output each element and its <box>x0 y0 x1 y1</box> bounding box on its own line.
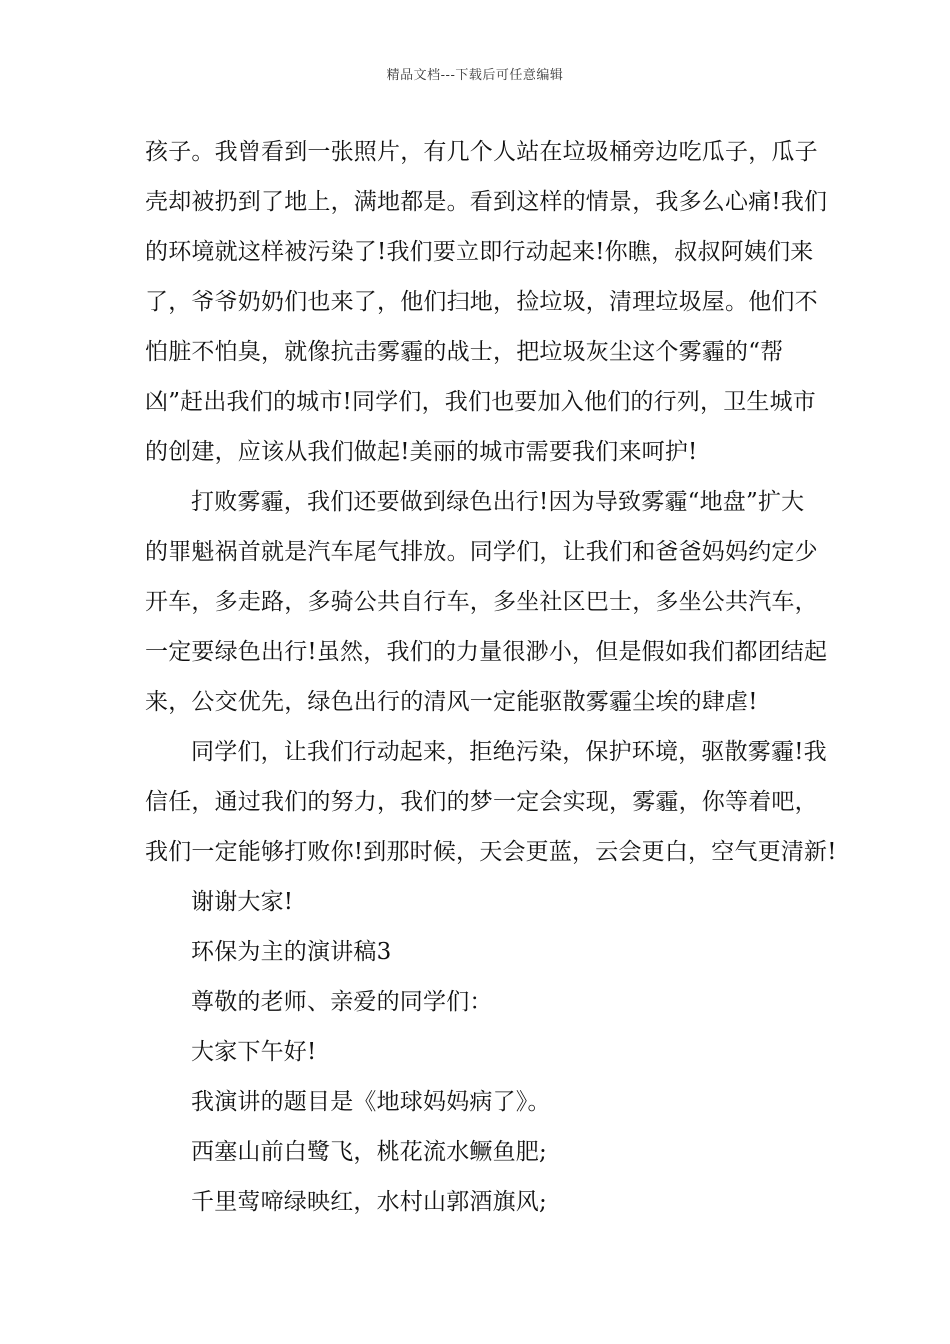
text-line: 的环境就这样被污染了!我们要立即行动起来!你瞧，叔叔阿姨们来 <box>145 239 814 265</box>
text-line: 尊敬的老师、亲爱的同学们： <box>191 989 493 1015</box>
text-line: 的创建，应该从我们做起!美丽的城市需要我们来呵护! <box>145 439 698 465</box>
text-line: 千里莺啼绿映红，水村山郭酒旗风; <box>191 1189 547 1215</box>
text-line: 的罪魁祸首就是汽车尾气排放。同学们，让我们和爸爸妈妈约定少 <box>145 539 818 565</box>
text-line: 凶”赶出我们的城市!同学们，我们也要加入他们的行列，卫生城市 <box>145 389 817 415</box>
text-line: 西塞山前白鹭飞，桃花流水鳜鱼肥; <box>191 1139 547 1165</box>
text-line: 怕脏不怕臭，就像抗击雾霾的战士，把垃圾灰尘这个雾霾的“帮 <box>145 339 784 365</box>
text-line: 开车，多走路，多骑公共自行车，多坐社区巴士，多坐公共汽车， <box>145 589 818 615</box>
text-line: 一定要绿色出行!虽然，我们的力量很渺小，但是假如我们都团结起 <box>145 639 828 665</box>
text-line: 我演讲的题目是《地球妈妈病了》。 <box>191 1089 551 1115</box>
text-line: 打败雾霾，我们还要做到绿色出行!因为导致雾霾“地盘”扩大 <box>191 489 805 515</box>
text-line: 谢谢大家! <box>191 889 294 915</box>
text-line: 壳却被扔到了地上，满地都是。看到这样的情景，我多么心痛!我们 <box>145 189 828 215</box>
text-line: 我们一定能够打败你!到那时候，天会更蓝，云会更白，空气更清新! <box>145 839 837 865</box>
text-line: 大家下午好! <box>191 1039 317 1065</box>
text-line: 来，公交优先，绿色出行的清风一定能驱散雾霾尘埃的肆虐! <box>145 689 758 715</box>
page-header: 精品文档---下载后可任意编辑 <box>386 68 564 83</box>
section-title: 环保为主的演讲稿3 <box>191 939 392 965</box>
text-line: 信任，通过我们的努力，我们的梦一定会实现，雾霾，你等着吧， <box>145 789 818 815</box>
text-line: 孩子。我曾看到一张照片，有几个人站在垃圾桶旁边吃瓜子，瓜子 <box>145 139 818 165</box>
text-line: 了，爷爷奶奶们也来了，他们扫地，捡垃圾，清理垃圾屋。他们不 <box>145 289 818 315</box>
document-body <box>145 127 837 1227</box>
text-line: 同学们，让我们行动起来，拒绝污染，保护环境，驱散雾霾!我 <box>191 739 827 765</box>
